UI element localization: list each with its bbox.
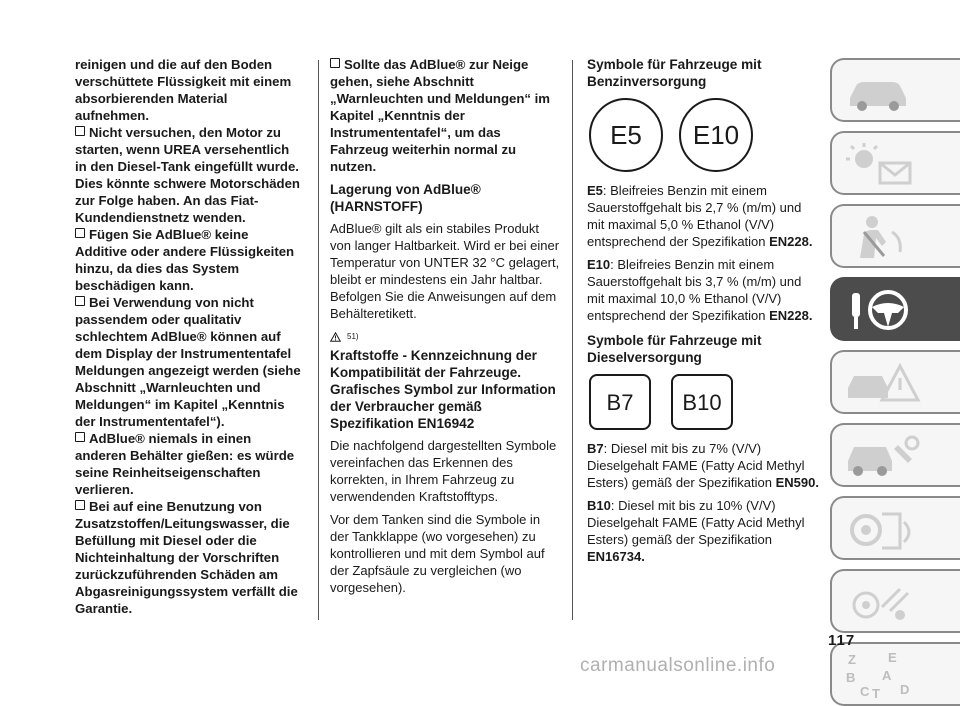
diesel-heading: Symbole für Fahrzeuge mit Dieselversorgung — [587, 333, 762, 365]
fuel-text-1: Die nachfolgend dargestellten Symbole vereinfachen das Erkennen des korrekten, in Ihrem Fahrzeug zu verwendenden Kraftstofftyps. — [330, 438, 557, 504]
tab-emergency[interactable] — [830, 350, 960, 414]
tab-maintenance[interactable] — [830, 423, 960, 487]
index-letter: A — [882, 668, 892, 683]
bullet-item: Nicht versuchen, den Motor zu starten, wenn UREA versehentlich in den Diesel-Tank eingefüllt wurde. Dies könnte schwere Motorschäden zur Folge haben. An das Fiat-Kundendienstnetz wenden. — [75, 125, 300, 225]
bullet-square-icon — [330, 58, 340, 68]
index-letter: E — [888, 650, 897, 665]
column-1 — [75, 56, 303, 617]
index-letter: C — [860, 684, 870, 699]
column-divider — [572, 60, 573, 620]
diesel-badges — [589, 374, 819, 430]
tab-warning-lights[interactable] — [830, 131, 960, 195]
petrol-heading: Symbole für Fahrzeuge mit Benzinversorgung — [587, 57, 762, 89]
bullet-square-icon — [75, 296, 85, 306]
tab-technical-data[interactable] — [830, 496, 960, 560]
storage-text: AdBlue® gilt als ein stabiles Produkt von langer Haltbarkeit. Wird er bei einer Temperatur von UNTER 32 °C gelagert, bleibt er mindestens ein Jahr haltbar. Befolgen Sie die Anweisungen auf dem Behälteretikett. — [330, 221, 560, 321]
breakdown-icon — [842, 358, 922, 408]
e10-description: E10: Bleifreies Benzin mit einem Sauerstoffgehalt bis 3,7 % (m/m) und mit maximal 10,0 % Ethanol (V/V) entsprechend der Spezifikation EN228. — [587, 257, 813, 323]
tab-safety[interactable] — [830, 204, 960, 268]
bullet-item: AdBlue® niemals in einen anderen Behälter gießen: es würde seine Reinheitseigenschaften verlieren. — [75, 431, 295, 497]
storage-heading: Lagerung von AdBlue® (HARNSTOFF) — [330, 182, 481, 214]
index-letter: Z — [848, 652, 856, 667]
tab-car[interactable] — [830, 58, 960, 122]
bullet-square-icon — [75, 126, 85, 136]
multimedia-icon — [842, 577, 922, 627]
steering-wheel-icon — [842, 285, 922, 335]
petrol-badges — [589, 98, 819, 172]
alphabetical-index-icon — [842, 650, 922, 700]
column-3 — [587, 56, 819, 571]
index-letter: B — [846, 670, 856, 685]
bullet-item: Fügen Sie AdBlue® keine Additive oder andere Flüssigkeiten hinzu, da dies das System beschädigen kann. — [75, 227, 295, 293]
b10-description: B10: Diesel mit bis zu 10% (V/V) Dieselgehalt FAME (Fatty Acid Methyl Esters) gemäß der Spezifikation EN16734. — [587, 498, 805, 564]
badge-e5: E5 — [589, 98, 663, 172]
technical-data-icon — [842, 504, 922, 554]
tab-starting-driving[interactable] — [830, 277, 960, 341]
seatbelt-icon — [842, 212, 922, 262]
lead-text: reinigen und die auf den Boden verschüttete Flüssigkeit mit einem absorbierenden Material aufnehmen. — [75, 57, 292, 123]
warning-ref-number: 51) — [347, 332, 359, 341]
tab-index[interactable] — [830, 642, 960, 706]
bullet-item: Sollte das AdBlue® zur Neige gehen, siehe Abschnitt „Warnleuchten und Meldungen“ im Kapitel „Kenntnis der Instrumententafel“, um das Fahrzeug weiterhin normal zu nutzen. — [330, 57, 551, 174]
column-2 — [330, 56, 562, 602]
warning-triangle-icon — [330, 332, 341, 342]
badge-e10: E10 — [679, 98, 753, 172]
bullet-square-icon — [75, 228, 85, 238]
column-divider — [318, 60, 319, 620]
index-letter: T — [872, 686, 880, 700]
e5-description: E5: Bleifreies Benzin mit einem Sauerstoffgehalt bis 2,7 % (m/m) und mit maximal 5,0 % Ethanol (V/V) entsprechend der Spezifikation EN228. — [587, 183, 813, 249]
tab-multimedia[interactable] — [830, 569, 960, 633]
bullet-square-icon — [75, 500, 85, 510]
fuel-heading: Kraftstoffe - Kennzeichnung der Kompatibilität der Fahrzeuge. Grafisches Symbol zur Information der Verbraucher gemäß Spezifikation EN16942 — [330, 348, 556, 431]
watermark: carmanualsonline.info — [580, 655, 776, 676]
car-icon — [842, 66, 922, 116]
service-icon — [842, 431, 922, 481]
bullet-item: Bei Verwendung von nicht passendem oder qualitativ schlechtem AdBlue® können auf dem Display der Instrumententafel Meldungen angezeigt werden (siehe Abschnitt „Warnleuchten und Meldungen“ im Kapitel „Kenntnis der Instrumententafel“). — [75, 295, 301, 429]
index-letter: D — [900, 682, 910, 697]
warning-reference — [330, 328, 562, 345]
b7-description: B7: Diesel mit bis zu 7% (V/V) Dieselgehalt FAME (Fatty Acid Methyl Esters) gemäß der Spezifikation EN590. — [587, 441, 819, 490]
warning-lights-icon — [842, 139, 922, 189]
badge-b10: B10 — [671, 374, 733, 430]
bullet-square-icon — [75, 432, 85, 442]
badge-b7: B7 — [589, 374, 651, 430]
chapter-sidebar — [830, 58, 960, 706]
page-number: 117 — [828, 632, 856, 649]
fuel-text-2: Vor dem Tanken sind die Symbole in der Tankklappe (wo vorgesehen) zu kontrollieren und mit dem Symbol auf der Zapfsäule zu vergleichen (wo vorgesehen). — [330, 512, 545, 595]
bullet-item: Bei auf eine Benutzung von Zusatzstoffen/Leitungswasser, die Befüllung mit Diesel oder die Nichteinhaltung der Vorschriften zurückzuführenden Schäden am Abgasreinigungssystem verfällt die Garantie. — [75, 499, 298, 616]
